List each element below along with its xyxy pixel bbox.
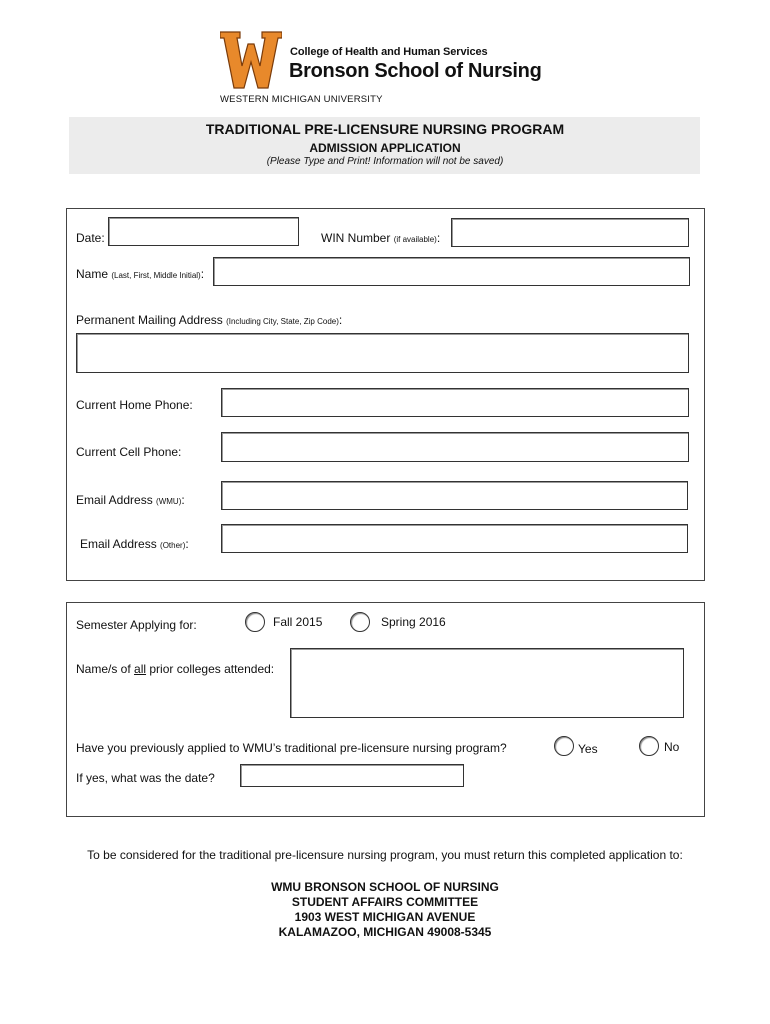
wmu-w-logo: [220, 30, 282, 90]
name-field[interactable]: [213, 257, 690, 286]
date-label: Date:: [76, 231, 105, 245]
previous-no-radio[interactable]: [639, 736, 659, 756]
school-name: Bronson School of Nursing: [289, 60, 542, 82]
address-line-1: WMU BRONSON SCHOOL OF NURSING: [271, 880, 499, 894]
address-line-4: KALAMAZOO, MICHIGAN 49008-5345: [278, 925, 492, 939]
address-line-2: STUDENT AFFAIRS COMMITTEE: [291, 895, 479, 909]
home-phone-field[interactable]: [221, 388, 689, 417]
address-label: Permanent Mailing Address (Including City, State, Zip Code):: [76, 313, 343, 327]
email-other-field[interactable]: [221, 524, 688, 553]
prior-colleges-label: Name/s of all prior colleges attended:: [76, 662, 275, 676]
cell-phone-label: Current Cell Phone:: [76, 445, 182, 459]
win-note: (if available): [393, 235, 437, 244]
email-other-label: Email Address (Other):: [80, 537, 189, 551]
previous-application-question: Have you previously applied to WMU’s traditional pre-licensure nursing program?: [76, 741, 507, 755]
email-other-note: (Other): [160, 541, 186, 550]
name-note: (Last, First, Middle Initial): [111, 271, 201, 280]
name-label: Name (Last, First, Middle Initial):: [76, 267, 205, 281]
email-wmu-label: Email Address (WMU):: [76, 493, 185, 507]
spring-2016-radio[interactable]: [350, 612, 370, 632]
previous-yes-radio[interactable]: [554, 736, 574, 756]
win-number-field[interactable]: [451, 218, 689, 247]
home-phone-label: Current Home Phone:: [76, 398, 193, 412]
semester-label: Semester Applying for:: [76, 618, 197, 632]
address-note: (Including City, State, Zip Code): [226, 317, 339, 326]
date-field[interactable]: [108, 217, 299, 246]
address-line-3: 1903 WEST MICHIGAN AVENUE: [294, 910, 476, 924]
prior-colleges-field[interactable]: [290, 648, 684, 718]
fall-2015-label: Fall 2015: [273, 615, 323, 629]
fall-2015-radio[interactable]: [245, 612, 265, 632]
mailing-address-field[interactable]: [76, 333, 689, 373]
university-name: WESTERN MICHIGAN UNIVERSITY: [220, 94, 383, 105]
return-instruction: To be considered for the traditional pre-licensure nursing program, you must return this completed application to:: [87, 848, 683, 862]
previous-date-field[interactable]: [240, 764, 464, 787]
form-title: TRADITIONAL PRE-LICENSURE NURSING PROGRAM: [205, 121, 565, 137]
form-note: (Please Type and Print! Information will not be saved): [266, 156, 504, 167]
spring-2016-label: Spring 2016: [381, 615, 446, 629]
win-label: WIN Number (if available):: [321, 231, 441, 245]
form-subtitle: ADMISSION APPLICATION: [309, 141, 461, 155]
previous-no-label: No: [664, 740, 680, 754]
previous-date-label: If yes, what was the date?: [76, 771, 215, 785]
email-wmu-field[interactable]: [221, 481, 688, 510]
cell-phone-field[interactable]: [221, 432, 689, 462]
email-wmu-note: (WMU): [156, 497, 182, 506]
previous-yes-label: Yes: [578, 742, 598, 756]
college-name: College of Health and Human Services: [290, 46, 488, 58]
